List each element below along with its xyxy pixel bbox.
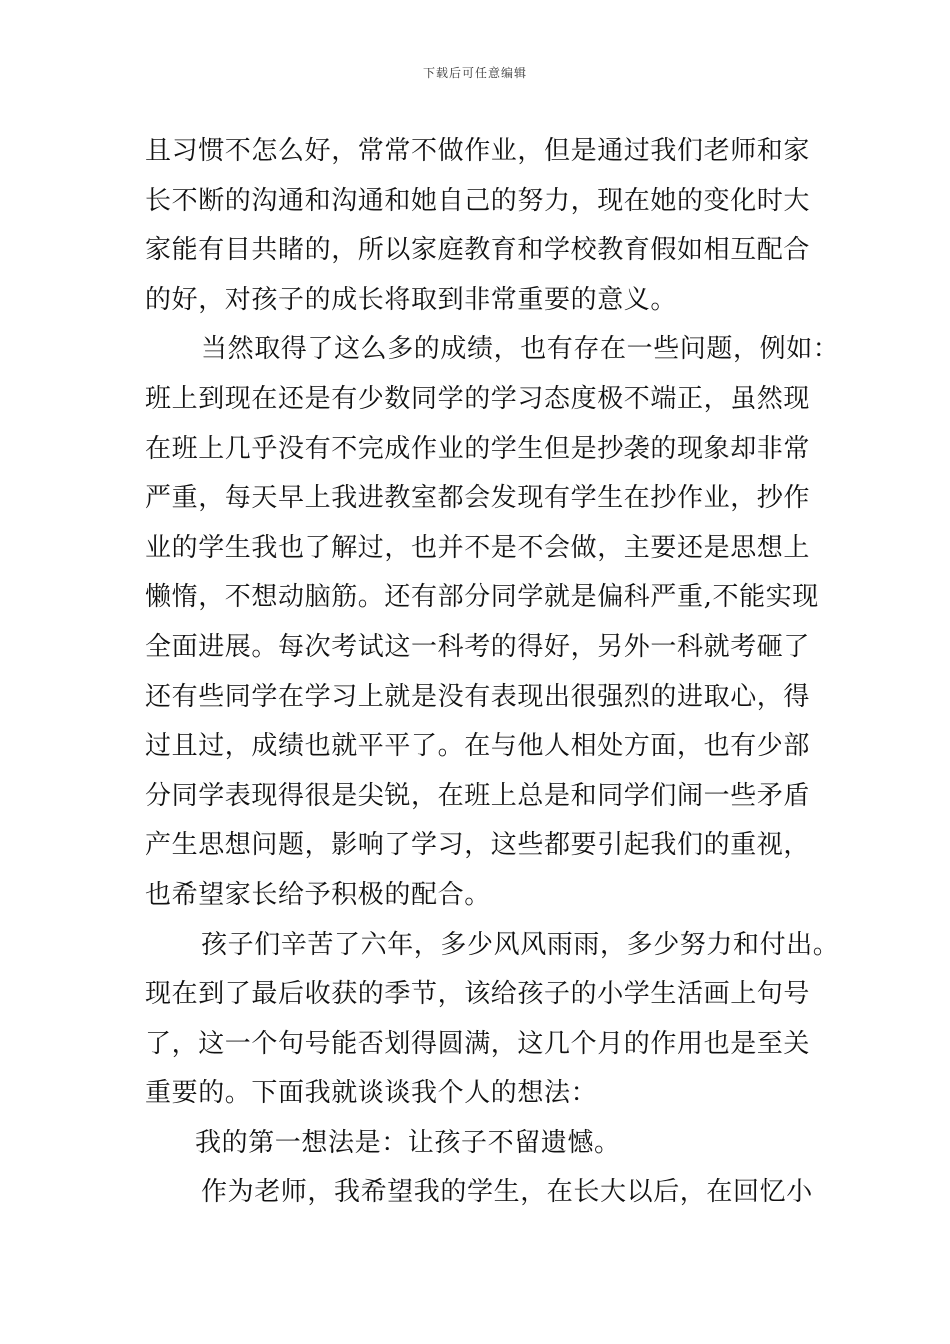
text-line: 家能有目共睹的，所以家庭教育和学校教育假如相互配合 bbox=[145, 235, 811, 266]
text-line: 分同学表现得很是尖锐，在班上总是和同学们闹一些矛盾 bbox=[145, 780, 811, 811]
text-line: 懒惰，不想动脑筋。还有部分同学就是偏科严重,不能实现 bbox=[145, 582, 819, 613]
text-line: 也希望家长给予积极的配合。 bbox=[145, 879, 491, 910]
text-line: 现在到了最后收获的季节，该给孩子的小学生活画上句号 bbox=[145, 979, 811, 1010]
paragraph-start-line: 我的第一想法是：让孩子不留遗憾。 bbox=[195, 1127, 621, 1158]
body-text bbox=[145, 127, 840, 1218]
text-line: 班上到现在还是有少数同学的学习态度极不端正，虽然现 bbox=[145, 383, 811, 414]
text-line: 全面进展。每次考试这一科考的得好，另外一科就考砸了 bbox=[145, 631, 811, 662]
text-line: 严重，每天早上我进教室都会发现有学生在抄作业，抄作 bbox=[145, 483, 811, 514]
text-line: 还有些同学在学习上就是没有表现出很强烈的进取心，得 bbox=[145, 681, 811, 712]
page-header: 下载后可任意编辑 bbox=[422, 66, 527, 80]
text-line: 业的学生我也了解过，也并不是不会做，主要还是思想上 bbox=[145, 532, 811, 563]
paragraph-start-line: 当然取得了这么多的成绩，也有存在一些问题，例如： bbox=[201, 334, 840, 365]
text-line: 长不断的沟通和沟通和她自己的努力，现在她的变化时大 bbox=[145, 185, 811, 216]
text-line: 的好，对孩子的成长将取到非常重要的意义。 bbox=[145, 284, 678, 315]
text-line: 重要的。下面我就谈谈我个人的想法： bbox=[145, 1078, 598, 1109]
text-line: 且习惯不怎么好，常常不做作业，但是通过我们老师和家 bbox=[145, 136, 811, 166]
paragraph-start-line: 孩子们辛苦了六年，多少风风雨雨，多少努力和付出。 bbox=[201, 929, 840, 960]
text-line: 在班上几乎没有不完成作业的学生但是抄袭的现象却非常 bbox=[145, 433, 811, 464]
text-line: 了，这一个句号能否划得圆满，这几个月的作用也是至关 bbox=[145, 1028, 811, 1059]
text-line: 过且过，成绩也就平平了。在与他人相处方面，也有少部 bbox=[145, 731, 811, 762]
paragraph-start-line: 作为老师，我希望我的学生，在长大以后，在回忆小 bbox=[201, 1177, 813, 1208]
text-line: 产生思想问题，影响了学习，这些都要引起我们的重视， bbox=[145, 830, 811, 861]
